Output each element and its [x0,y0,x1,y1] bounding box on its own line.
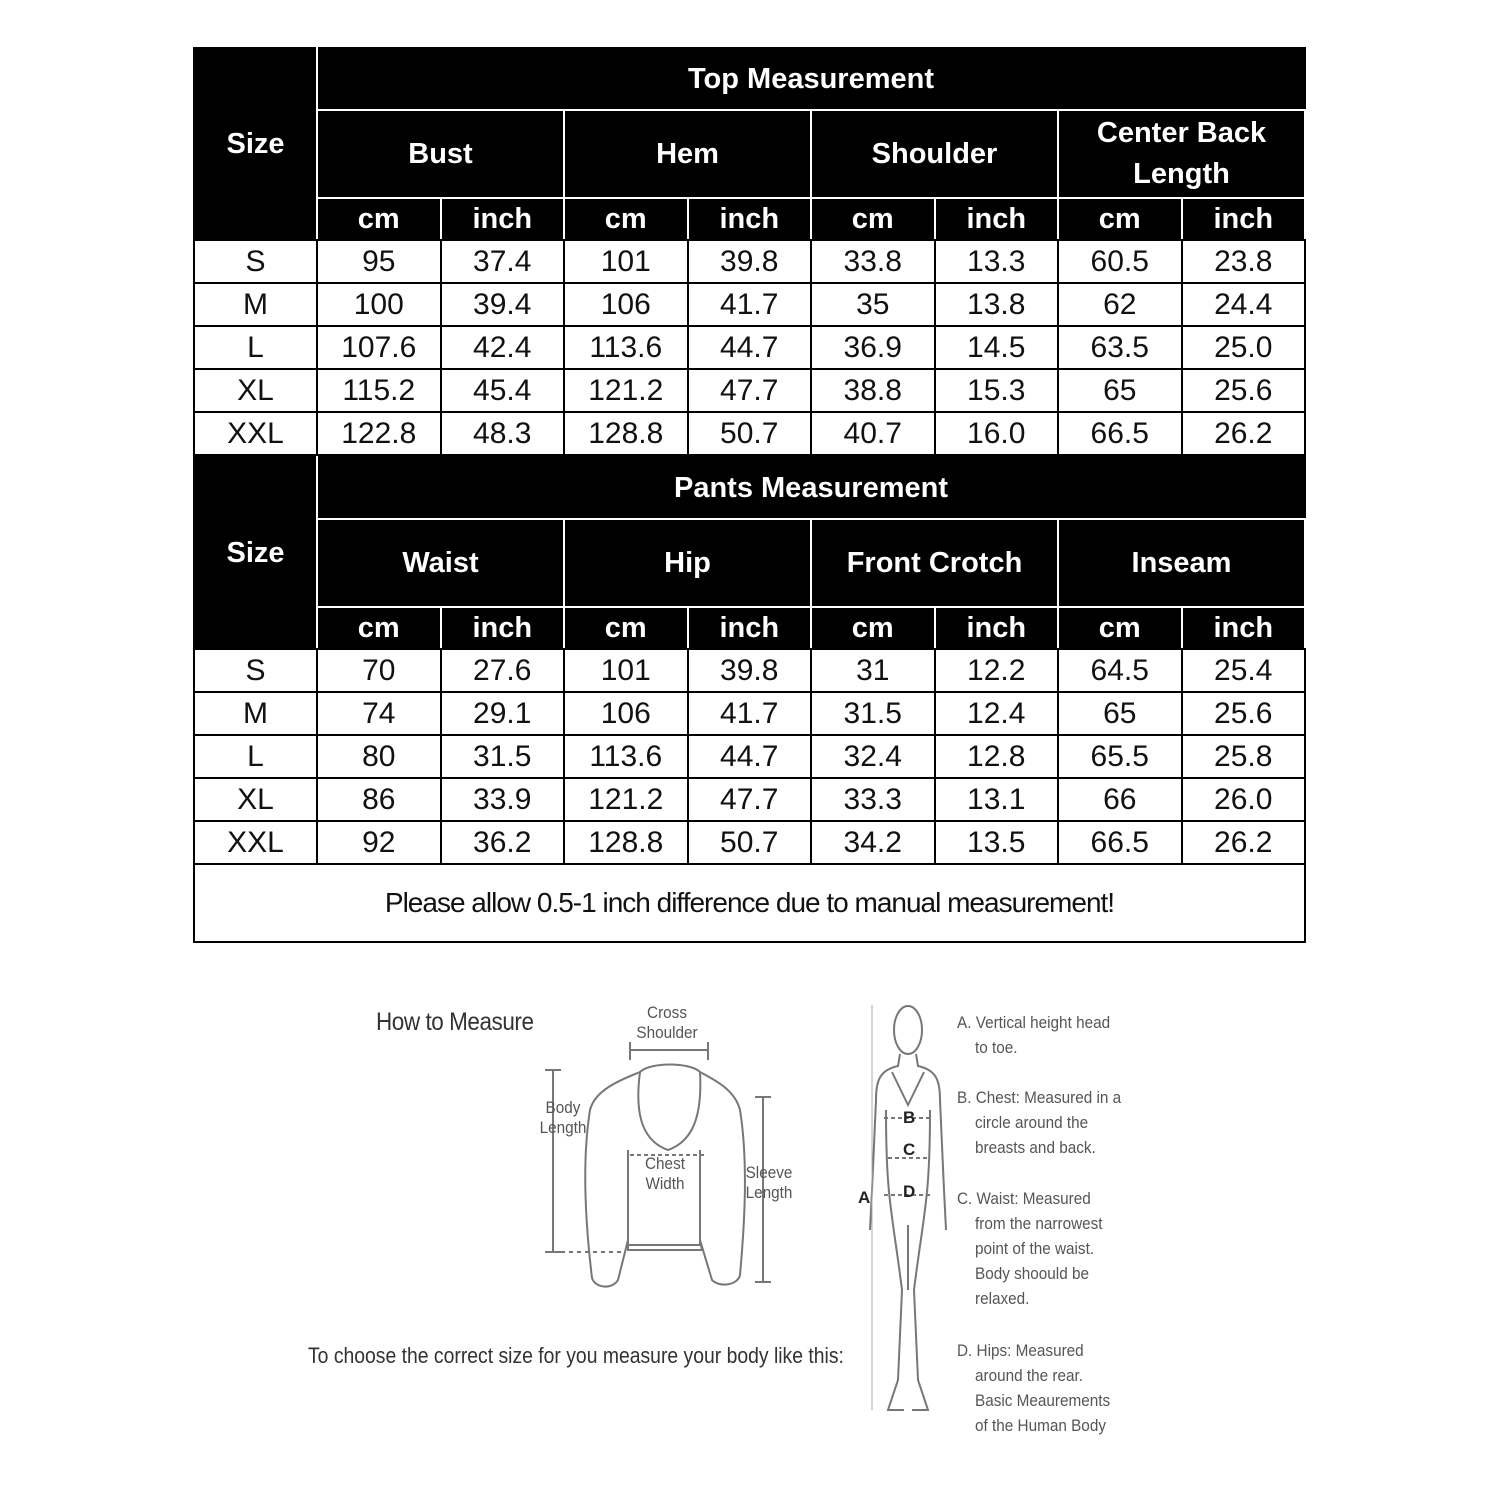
value-cell: 25.4 [1182,649,1306,692]
value-cell: 113.6 [564,735,688,778]
value-cell: 128.8 [564,412,688,455]
unit-header: inch [441,607,565,649]
value-cell: 25.6 [1182,369,1306,412]
value-cell: 41.7 [688,283,812,326]
value-cell: 33.3 [811,778,935,821]
value-cell: 65 [1058,369,1182,412]
value-cell: 39.4 [441,283,565,326]
value-cell: 66.5 [1058,821,1182,864]
value-cell: 121.2 [564,369,688,412]
value-cell: 26.2 [1182,821,1306,864]
value-cell: 45.4 [441,369,565,412]
value-cell: 70 [317,649,441,692]
unit-header: cm [811,607,935,649]
human-figure-drawing [870,1005,946,1410]
value-cell: 106 [564,283,688,326]
value-cell: 24.4 [1182,283,1306,326]
value-cell: 23.8 [1182,240,1306,283]
group-header: Inseam [1058,519,1305,607]
value-cell: 66.5 [1058,412,1182,455]
group-header: Front Crotch [811,519,1058,607]
value-cell: 13.5 [935,821,1059,864]
value-cell: 106 [564,692,688,735]
value-cell: 107.6 [317,326,441,369]
value-cell: 33.8 [811,240,935,283]
value-cell: 26.2 [1182,412,1306,455]
value-cell: 66 [1058,778,1182,821]
value-cell: 74 [317,692,441,735]
size-cell: S [194,649,317,692]
unit-header: cm [811,198,935,240]
how-to-measure-title: How to Measure [376,1008,534,1036]
group-header: Waist [317,519,564,607]
unit-header: cm [317,198,441,240]
value-cell: 50.7 [688,412,812,455]
value-cell: 44.7 [688,735,812,778]
unit-header: inch [688,198,812,240]
unit-header: inch [1182,607,1306,649]
size-cell: M [194,692,317,735]
value-cell: 113.6 [564,326,688,369]
value-cell: 25.8 [1182,735,1306,778]
group-header: Hem [564,110,811,198]
value-cell: 16.0 [935,412,1059,455]
value-cell: 35 [811,283,935,326]
value-cell: 47.7 [688,778,812,821]
figure-letter-a: A [858,1188,871,1207]
value-cell: 65 [1058,692,1182,735]
value-cell: 34.2 [811,821,935,864]
body-length-label: Body Length [539,1098,587,1137]
unit-header: inch [441,198,565,240]
table-title: Top Measurement [317,48,1305,110]
value-cell: 42.4 [441,326,565,369]
size-cell: XL [194,778,317,821]
size-cell: XXL [194,821,317,864]
value-cell: 47.7 [688,369,812,412]
size-header: Size [194,48,317,240]
unit-header: cm [564,198,688,240]
value-cell: 12.4 [935,692,1059,735]
figure-letter-c: C [903,1140,916,1159]
value-cell: 44.7 [688,326,812,369]
value-cell: 40.7 [811,412,935,455]
value-cell: 101 [564,649,688,692]
value-cell: 31.5 [811,692,935,735]
size-cell: L [194,326,317,369]
value-cell: 39.8 [688,649,812,692]
value-cell: 80 [317,735,441,778]
value-cell: 14.5 [935,326,1059,369]
measurement-note: Please allow 0.5-1 inch difference due to manual measurement! [194,864,1305,942]
value-cell: 31.5 [441,735,565,778]
value-cell: 38.8 [811,369,935,412]
value-cell: 32.4 [811,735,935,778]
group-header: Center Back Length [1058,110,1305,198]
unit-header: inch [1182,198,1306,240]
group-header: Shoulder [811,110,1058,198]
value-cell: 65.5 [1058,735,1182,778]
legend-c: C. Waist: Measured from the narrowest point of the waist. Body shoould be relaxed. [957,1189,1103,1308]
value-cell: 25.0 [1182,326,1306,369]
cross-shoulder-label: Cross Shoulder [636,1003,698,1042]
value-cell: 86 [317,778,441,821]
value-cell: 25.6 [1182,692,1306,735]
value-cell: 33.9 [441,778,565,821]
value-cell: 115.2 [317,369,441,412]
size-header: Size [194,457,317,649]
value-cell: 29.1 [441,692,565,735]
value-cell: 64.5 [1058,649,1182,692]
size-cell: S [194,240,317,283]
value-cell: 62 [1058,283,1182,326]
group-header: Bust [317,110,564,198]
unit-header: cm [1058,607,1182,649]
value-cell: 95 [317,240,441,283]
value-cell: 128.8 [564,821,688,864]
choose-size-instruction: To choose the correct size for you measure your body like this: [308,1343,844,1368]
value-cell: 37.4 [441,240,565,283]
value-cell: 101 [564,240,688,283]
value-cell: 122.8 [317,412,441,455]
unit-header: inch [688,607,812,649]
value-cell: 41.7 [688,692,812,735]
value-cell: 121.2 [564,778,688,821]
size-cell: XXL [194,412,317,455]
sleeve-length-label: Sleeve Length [745,1163,793,1202]
figure-letter-b: B [903,1108,916,1127]
unit-header: cm [317,607,441,649]
legend-a: A. Vertical height head to toe. [957,1013,1111,1057]
value-cell: 36.2 [441,821,565,864]
value-cell: 39.8 [688,240,812,283]
value-cell: 27.6 [441,649,565,692]
chest-width-label: Chest Width [645,1154,685,1193]
value-cell: 63.5 [1058,326,1182,369]
table-title: Pants Measurement [317,457,1305,519]
value-cell: 15.3 [935,369,1059,412]
value-cell: 13.3 [935,240,1059,283]
group-header: Hip [564,519,811,607]
value-cell: 26.0 [1182,778,1306,821]
size-cell: L [194,735,317,778]
value-cell: 12.2 [935,649,1059,692]
figure-letter-d: D [903,1182,916,1201]
unit-header: inch [935,198,1059,240]
value-cell: 100 [317,283,441,326]
value-cell: 60.5 [1058,240,1182,283]
value-cell: 31 [811,649,935,692]
value-cell: 48.3 [441,412,565,455]
value-cell: 13.1 [935,778,1059,821]
unit-header: cm [1058,198,1182,240]
unit-header: inch [935,607,1059,649]
value-cell: 50.7 [688,821,812,864]
value-cell: 92 [317,821,441,864]
value-cell: 13.8 [935,283,1059,326]
legend-b: B. Chest: Measured in a circle around the breasts and back. [957,1088,1122,1157]
unit-header: cm [564,607,688,649]
legend-d: D. Hips: Measured around the rear. Basic Meaurements of the Human Body [957,1341,1111,1435]
value-cell: 36.9 [811,326,935,369]
size-cell: XL [194,369,317,412]
size-cell: M [194,283,317,326]
value-cell: 12.8 [935,735,1059,778]
